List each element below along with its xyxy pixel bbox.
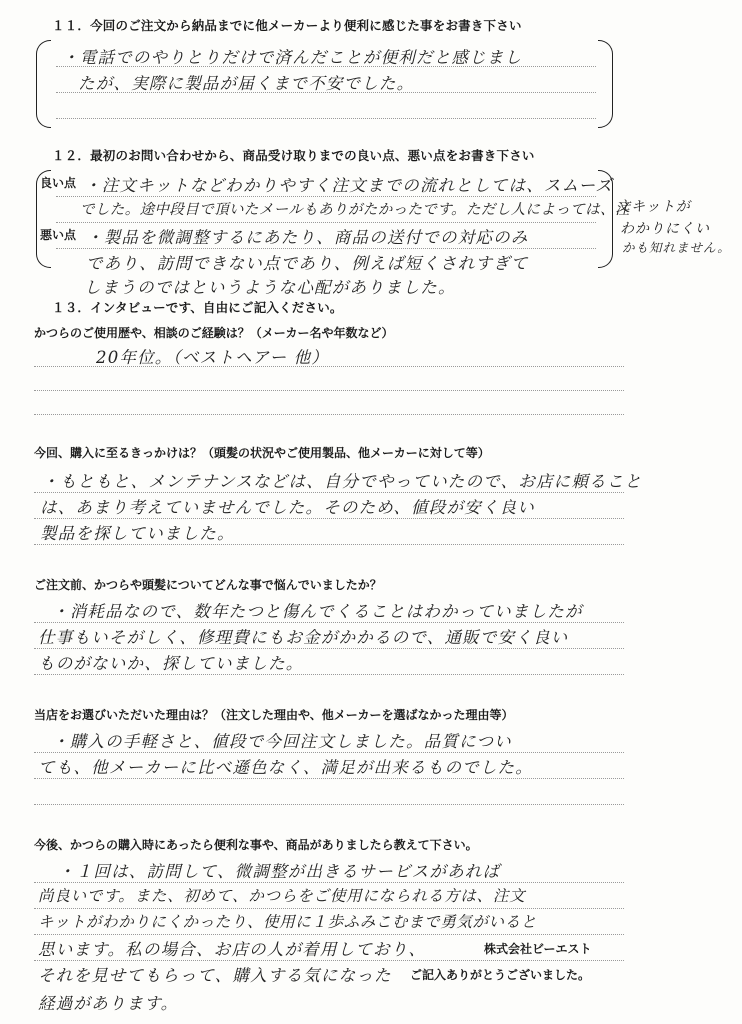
ruled-line — [34, 752, 624, 753]
interview-answer-5-line-3: キットがわかりにくかったり、使用に１歩ふみこむまで勇気がいると — [38, 913, 537, 931]
interview-answer-5-line-2: 尚良いです。また、初めて、かつらをご使用になられる方は、注文 — [38, 887, 526, 905]
interview-answer-5-line-6: 経過があります。 — [38, 994, 179, 1013]
ruled-line — [34, 492, 624, 493]
ruled-line — [34, 934, 624, 935]
interview-question-5: 今後、かつらの購入時にあったら便利な事や、商品がありましたら教えて下さい。 — [34, 838, 478, 852]
answer-bracket-left — [36, 40, 51, 128]
ruled-line — [56, 248, 596, 249]
ruled-line — [34, 648, 624, 649]
ruled-line — [56, 118, 596, 119]
thank-you-message: ご記入ありがとうございました。 — [410, 968, 591, 982]
interview-answer-5-line-1: ・１回は、訪問して、微調整が出きるサービスがあれば — [58, 862, 501, 881]
interview-question-1: かつらのご使用歴や、相談のご経験は？（メーカー名や年数など） — [34, 326, 394, 340]
ruled-line — [34, 804, 624, 805]
ruled-line — [34, 778, 624, 779]
interview-answer-3-line-3: ものがないか、探していました。 — [38, 654, 304, 673]
interview-answer-4-line-1: ・購入の手軽さと、値段で今回注文しました。品質につい — [52, 732, 512, 751]
ruled-line — [34, 882, 624, 883]
ruled-line — [56, 196, 596, 197]
ruled-line — [34, 622, 624, 623]
margin-note-line-3: かも知れません。 — [622, 240, 731, 255]
interview-question-3: ご注文前、かつらや頭髪についてどんな事で悩んでいましたか？ — [34, 578, 382, 592]
bad-point-label: 悪い点 — [40, 228, 77, 242]
interview-answer-5-line-4: 思います。私の場合、お店の人が着用しており、 — [38, 940, 427, 959]
ruled-line — [34, 674, 624, 675]
interview-answer-5-line-5: それを見せてもらって、購入する気になった — [38, 966, 392, 985]
question-11: １１．今回のご注文から納品までに他メーカーより便利に感じた事をお書き下さい — [52, 18, 522, 33]
answer-12-line-2: でした。途中段目で頂いたメールもありがたかったです。ただし人によっては、注 — [80, 202, 630, 218]
ruled-line — [34, 960, 624, 961]
ruled-line — [34, 544, 624, 545]
interview-answer-3-line-2: 仕事もいそがしく、修理費にもお金がかかるので、通販で安く良い — [38, 628, 569, 647]
interview-answer-2-line-2: は、あまり考えていませんでした。そのため、値段が安く良い — [40, 498, 535, 517]
answer-11-line-2: たが、実際に製品が届くまで不安でした。 — [78, 74, 415, 93]
section-13-heading: １３．インタビューです、自由にご記入ください。 — [52, 300, 343, 315]
company-name: 株式会社ビーエスト — [484, 942, 592, 956]
interview-answer-3-line-1: ・消耗品なので、数年たつと傷んでくることはわかっていましたが — [52, 602, 583, 621]
ruled-line — [34, 518, 624, 519]
ruled-line — [34, 390, 624, 391]
margin-note-line-2: わかりにくい — [620, 221, 710, 237]
interview-question-2: 今回、購入に至るきっかけは？（頭髪の状況やご使用製品、他メーカーに対して等） — [34, 446, 490, 460]
interview-answer-2-line-1: ・もともと、メンテナンスなどは、自分でやっていたので、お店に頼ること — [42, 472, 643, 491]
good-point-label: 良い点 — [40, 176, 77, 190]
ruled-line — [34, 908, 624, 909]
interview-question-4: 当店をお選びいただいた理由は？（注文した理由や、他メーカーを選ばなかった理由等） — [34, 708, 514, 722]
interview-answer-4-line-2: ても、他メーカーに比べ遜色なく、満足が出来るものでした。 — [38, 758, 533, 777]
answer-12-line-5: しまうのではというような心配がありました。 — [84, 278, 456, 297]
answer-11-line-1: ・電話でのやりとりだけで済んだことが便利だと感じまし — [62, 48, 523, 67]
margin-note-line-1: 文キットが — [616, 199, 691, 215]
answer-12-line-3: ・製品を微調整するにあたり、商品の送付での対応のみ — [86, 228, 529, 247]
ruled-line — [34, 414, 624, 415]
interview-answer-1-line-1: 20年位。（ベストヘアー 他） — [96, 348, 330, 367]
answer-bracket-right — [598, 40, 613, 128]
interview-answer-2-line-3: 製品を探していました。 — [40, 524, 235, 543]
answer-12-line-4: であり、訪問できない点であり、例えば短くされすぎて — [86, 254, 529, 273]
answer-12-line-1: ・注文キットなどわかりやすく注文までの流れとしては、スムーズ — [84, 176, 614, 195]
question-12: １２．最初のお問い合わせから、商品受け取りまでの良い点、悪い点をお書き下さい — [52, 148, 535, 163]
ruled-line — [56, 222, 596, 223]
